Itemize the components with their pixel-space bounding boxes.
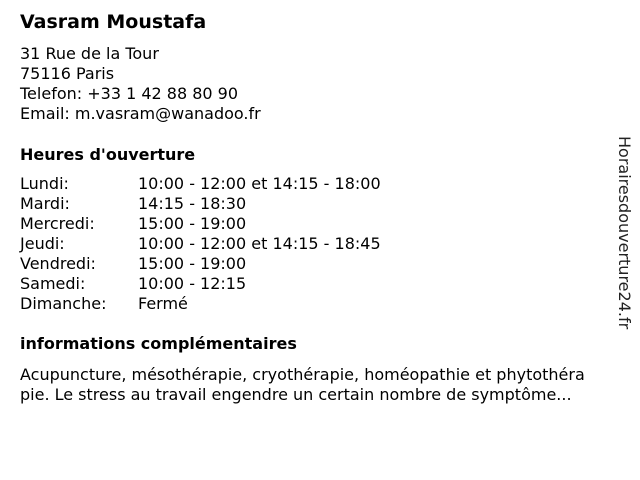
hours-heading: Heures d'ouverture	[20, 145, 196, 164]
info-description	[20, 365, 640, 405]
address-street: 31 Rue de la Tour	[20, 44, 159, 63]
hours-row-lundi	[20, 174, 381, 194]
hours-row-mardi	[20, 194, 381, 214]
day-label: Jeudi:	[20, 234, 65, 253]
info-line: pie. Le stress au travail engendre un certain nombre de symptôme...	[20, 385, 572, 404]
watermark-text: Horairesdouverture24.fr	[615, 136, 634, 330]
hours-row-mercredi	[20, 214, 381, 234]
hours-row-dimanche	[20, 294, 381, 314]
hours-row-jeudi	[20, 234, 381, 254]
phone-number: Telefon: +33 1 42 88 80 90	[20, 84, 239, 103]
hours-row-vendredi	[20, 254, 381, 274]
time-value: 14:15 - 18:30	[138, 194, 247, 213]
time-value: 15:00 - 19:00	[138, 254, 247, 273]
site-watermark	[614, 136, 634, 346]
time-value: 15:00 - 19:00	[138, 214, 247, 233]
address-city: 75116 Paris	[20, 64, 115, 83]
contact-block	[20, 44, 261, 124]
day-label: Vendredi:	[20, 254, 96, 273]
info-heading: informations complémentaires	[20, 334, 297, 353]
hours-row-samedi	[20, 274, 381, 294]
business-name: Vasram Moustafa	[20, 11, 207, 33]
time-value: Fermé	[138, 294, 188, 313]
info-line: Acupuncture, mésothérapie, cryothérapie, homéopathie et phytothéra	[20, 365, 585, 384]
time-value: 10:00 - 12:00 et 14:15 - 18:00	[138, 174, 381, 193]
day-label: Lundi:	[20, 174, 69, 193]
email-address: Email: m.vasram@wanadoo.fr	[20, 104, 261, 123]
day-label: Mardi:	[20, 194, 70, 213]
opening-hours-list	[20, 174, 381, 314]
time-value: 10:00 - 12:00 et 14:15 - 18:45	[138, 234, 381, 253]
day-label: Samedi:	[20, 274, 86, 293]
day-label: Dimanche:	[20, 294, 107, 313]
time-value: 10:00 - 12:15	[138, 274, 247, 293]
day-label: Mercredi:	[20, 214, 95, 233]
